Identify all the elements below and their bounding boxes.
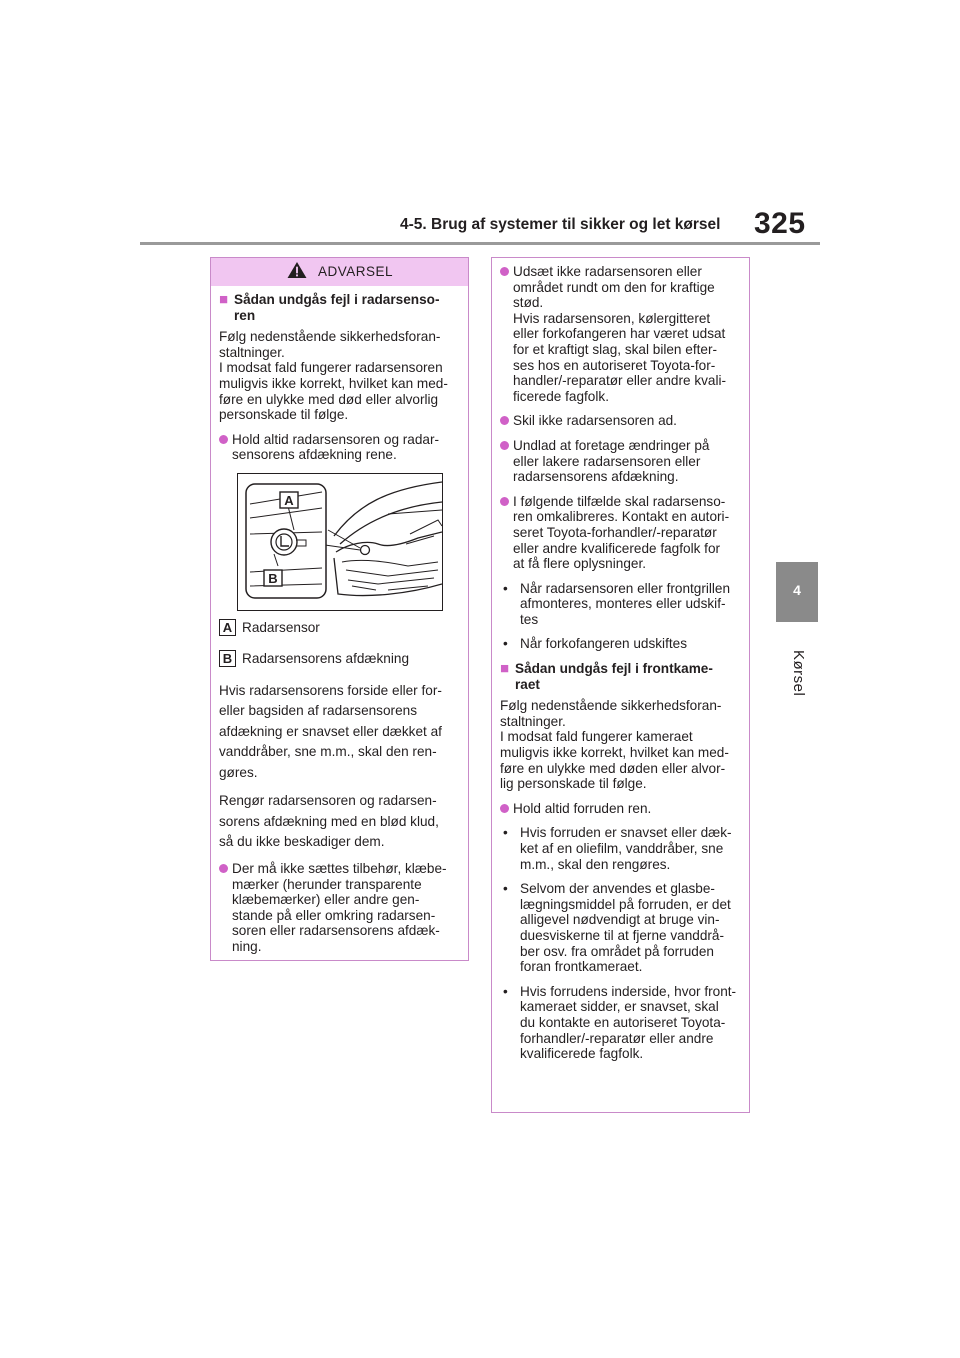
section-title: 4-5. Brug af systemer til sikker og let kørsel xyxy=(400,216,721,233)
bullet-dot-icon xyxy=(500,267,509,276)
bullet-item: Hold altid forruden ren. xyxy=(500,801,741,817)
cleaning-paragraph-2: Rengør radarsensoren og radarsen- sorens afdækning med en blød klud, så du ikke beskadiger dem. xyxy=(219,793,439,850)
warning-title: ADVARSEL xyxy=(317,264,394,279)
warning-content-left xyxy=(211,286,468,955)
bullet-dot-icon xyxy=(500,416,509,425)
camera-intro: Følg nedenstående sikkerhedsforan- staltninger. I modsat fald fungerer kameraet muligvis ikke korrekt, hvilket kan med- føre en ulykke med døden eller alvor- lig personskade til følge. xyxy=(500,698,729,792)
section-heading-camera xyxy=(500,661,741,692)
chapter-tab xyxy=(776,562,818,622)
sub-item: • Hvis forruden er snavset eller dæk- ket af en oliefilm, vanddråber, sne m.m., skal den rengøres. xyxy=(503,825,732,872)
warning-content-right xyxy=(492,258,749,1062)
bullet-dot-icon xyxy=(219,435,228,444)
bullet-item: Udsæt ikke radarsensoren eller området rundt om den for kraftige stød. Hvis radarsensoren, kølergitteret eller forkofangeren har været udsat for et kraftigt slag, skal bilen efter- ses hos en autoriseret Toyota-for- handler/-reparatør eller andre kvali- ficerede fagfolk. xyxy=(500,264,741,404)
warning-box-left xyxy=(210,257,469,961)
radar-intro: Følg nedenstående sikkerhedsforan- staltninger. I modsat fald fungerer radarsensoren muligvis ikke korrekt, hvilket kan med- føre en ulykke med død eller alvorlig personskade til følge. xyxy=(219,329,448,423)
radar-sensor-figure xyxy=(237,473,443,611)
bullet-dot-icon xyxy=(500,497,509,506)
legend-key-b: B xyxy=(219,650,236,667)
sub-item: • Hvis forrudens inderside, hvor front- kameraet sidder, er snavset, skal du kontakte en autoriseret Toyota- forhandler/-reparatør eller andre kvalificerede fagfolk. xyxy=(503,983,737,1062)
warning-box-right xyxy=(491,257,750,1113)
figure-label-b: B xyxy=(268,570,278,586)
bullet-item: I følgende tilfælde skal radarsenso- ren omkalibreres. Kontakt en autori- seret Toyota-forhandler/-reparatør eller andre kvalificerede fagfolk for at få flere oplysninger. xyxy=(500,494,741,572)
bullet-dot-icon xyxy=(500,804,509,813)
section-heading-text: Sådan undgås fejl i radarsenso- ren xyxy=(234,292,440,323)
sub-item: • Selvom der anvendes et glasbe- lægningsmiddel på forruden, er det alligevel nødvendigt at bruge vin- duesviskerne til at fjerne vanddrå- ber osv. fra området på forruden foran frontkameraet. xyxy=(503,881,731,975)
header-rule xyxy=(140,242,820,245)
legend-row-a xyxy=(219,619,460,636)
warning-triangle-icon xyxy=(286,261,308,279)
bullet-item: Hold altid radarsensoren og radar- sensorens afdækning rene. xyxy=(219,432,460,463)
legend-row-b xyxy=(219,650,460,667)
bullet-item: Der må ikke sættes tilbehør, klæbe- mærker (herunder transparente klæbemærker) eller andre gen- stande på eller omkring radarsen- soren eller radarsensorens afdæk- ning. xyxy=(219,861,460,955)
bullet-dot-icon xyxy=(219,864,228,873)
square-bullet-icon: ■ xyxy=(500,660,510,678)
legend-key-a: A xyxy=(219,619,236,636)
bullet-item: Undlad at foretage ændringer på eller lakere radarsensoren eller radarsensorens afdækning. xyxy=(500,438,741,485)
cleaning-paragraph-1: Hvis radarsensorens forside eller for- eller bagsiden af radarsensorens afdækning er snavset eller dækket af vanddråber, sne m.m., skal den ren- gøres. xyxy=(219,682,442,780)
section-heading-radar xyxy=(219,292,460,323)
chapter-number: 4 xyxy=(793,582,801,598)
sub-item: • Når radarsensoren eller frontgrillen afmonteres, monteres eller udskif- tes xyxy=(503,580,731,627)
figure-label-a: A xyxy=(284,492,294,508)
warning-header xyxy=(211,258,468,286)
page-number: 325 xyxy=(754,207,806,240)
sub-item: • Når forkofangeren udskiftes xyxy=(503,636,687,652)
bullet-dot-icon xyxy=(500,441,509,450)
legend-text-b: Radarsensorens afdækning xyxy=(242,650,410,666)
square-bullet-icon: ■ xyxy=(219,291,229,308)
chapter-label: Kørsel xyxy=(790,650,807,697)
section-heading-text: Sådan undgås fejl i frontkame- raet xyxy=(515,661,713,692)
bullet-item: Skil ikke radarsensoren ad. xyxy=(500,413,741,429)
legend-text-a: Radarsensor xyxy=(242,619,320,635)
car-front-illustration xyxy=(238,474,442,610)
